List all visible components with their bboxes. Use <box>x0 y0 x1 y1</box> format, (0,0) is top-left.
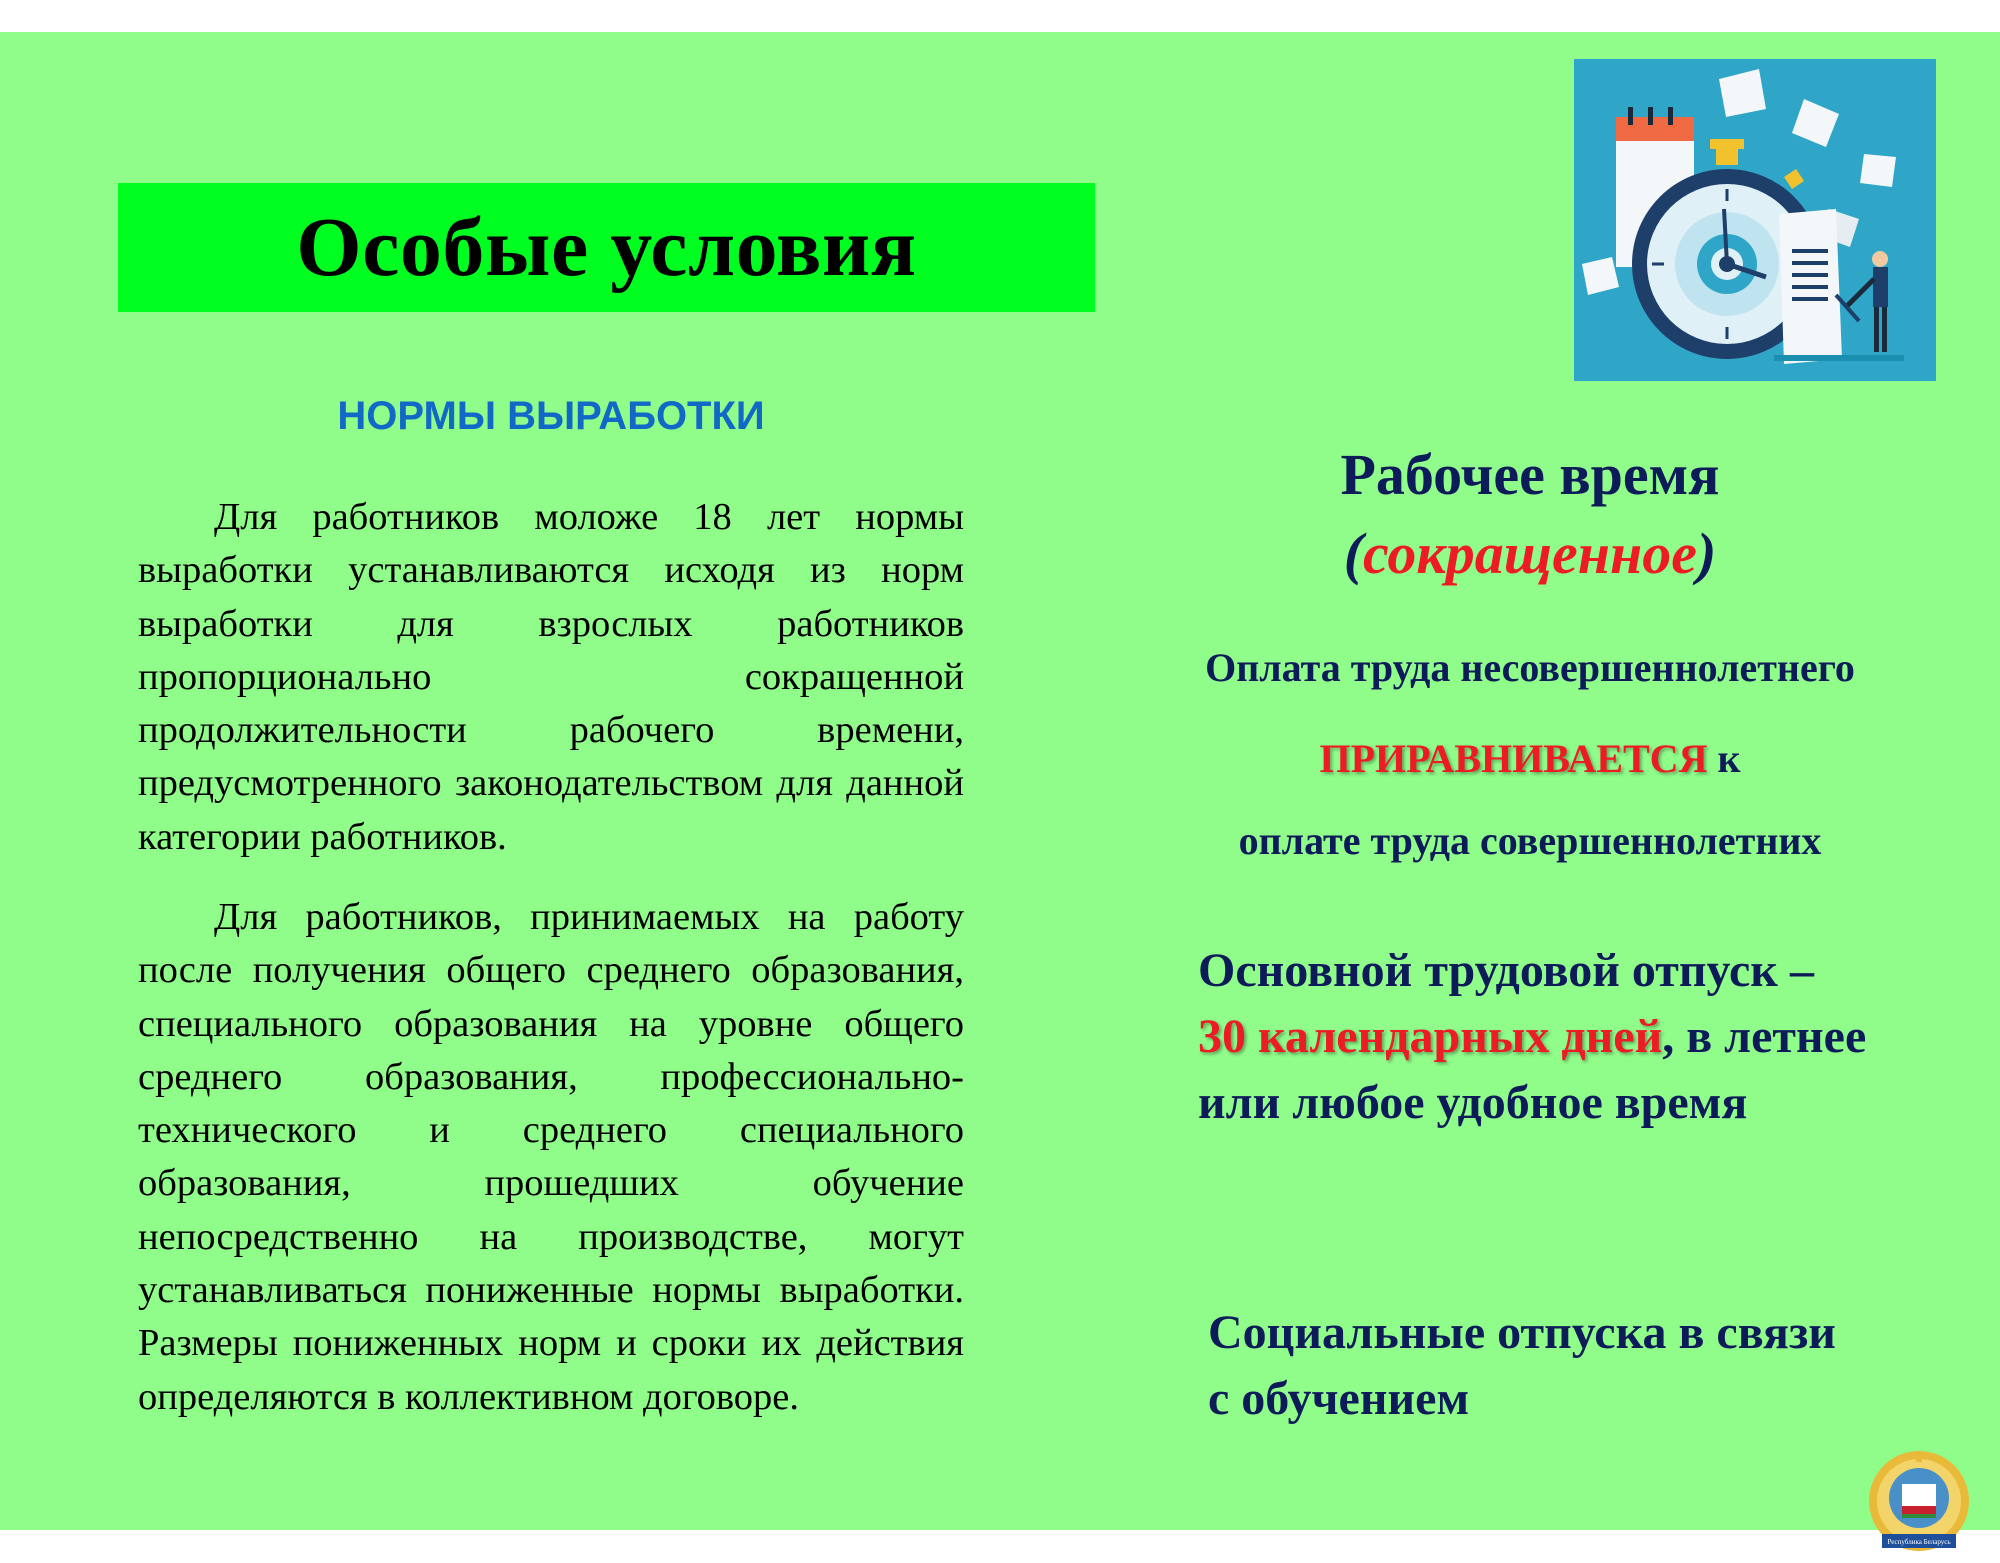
emblem-caption: Республика Беларусь <box>1887 1538 1951 1546</box>
page-title: Особые условия <box>296 201 917 294</box>
paren-open: ( <box>1343 521 1364 586</box>
norms-heading: НОРМЫ ВЫРАБОТКИ <box>337 394 765 438</box>
slide-background <box>0 32 2000 1546</box>
title-banner <box>118 183 1095 312</box>
vacation-days-highlight: 30 календарных дней <box>1198 1010 1663 1063</box>
stopwatch-calendar-documents-illustration-icon <box>1574 59 1936 381</box>
pay-line-2-suffix: к <box>1707 736 1741 781</box>
education-emblem-icon <box>1864 1446 1974 1556</box>
vacation-prefix: Основной трудовой отпуск – <box>1198 944 1814 997</box>
work-time-title: Рабочее время <box>1340 442 1720 507</box>
norms-paragraph-1: Для работников моложе 18 лет нормы выработки устанавливаются исходя из норм выработки для взрослых работников пропорционально сокращенной продолжительности рабочего времени, предусмотренного законодательством для данной категории работников. <box>138 496 964 858</box>
vacation-text <box>1198 938 1938 1136</box>
vacation-suffix: , в летнее или любое удобное время <box>1198 1010 1867 1129</box>
norms-paragraph-2: Для работников, принимаемых на работу после получения общего среднего образования, специального образования на уровне общего среднего образования, профессионально-технического и среднего специального образования, прошедших обучение непосредственно на производстве, могут устанавливаться пониженные нормы выработки. Размеры пониженных норм и сроки их действия определяются в коллективном договоре. <box>138 896 964 1418</box>
paren-close: ) <box>1696 521 1717 586</box>
social-vacation-text: Социальные отпуска в связи с обучением <box>1208 1306 1836 1425</box>
work-time-subtitle <box>1150 519 1910 589</box>
pay-line-1: Оплата труда несовершеннолетнего <box>1205 645 1855 690</box>
pay-line-3: оплате труда совершеннолетних <box>1238 818 1822 863</box>
pay-line-2 <box>1100 735 1960 782</box>
work-time-shortened: сокращенное <box>1363 521 1697 586</box>
pay-highlight: ПРИРАВНИВАЕТСЯ <box>1319 736 1708 781</box>
